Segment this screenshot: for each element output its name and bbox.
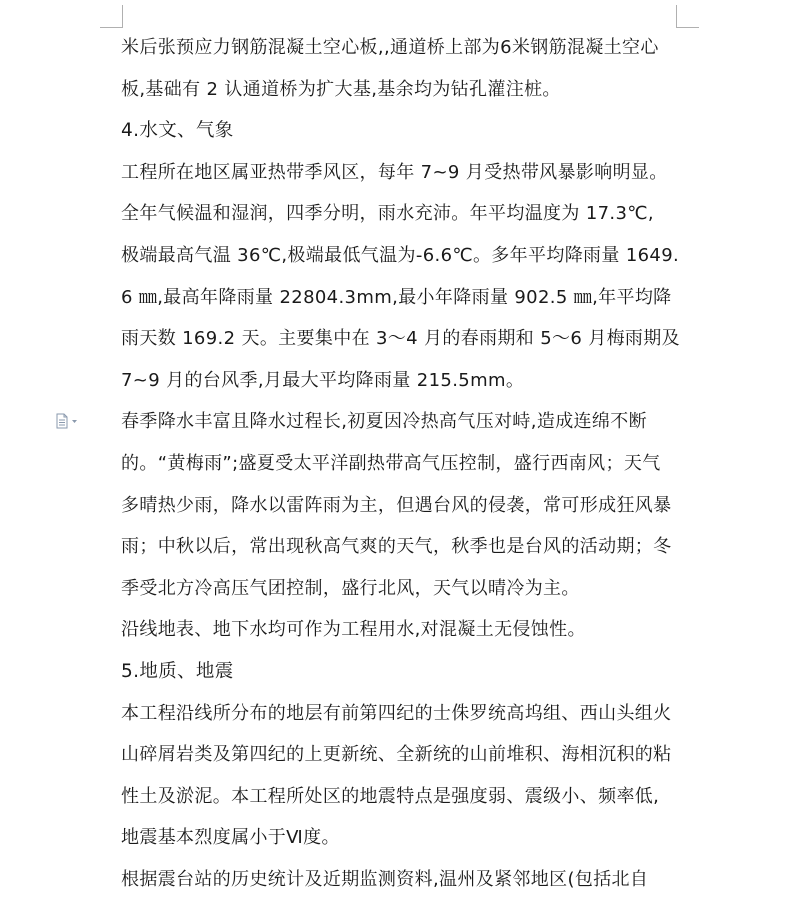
text-line: 极端最高气温 36℃,极端最低气温为-6.6℃。多年平均降雨量 1649. <box>121 244 680 266</box>
text-line: 的。“黄梅雨”;盛夏受太平洋副热带高气压控制，盛行西南风；天气 <box>121 452 661 474</box>
section-heading: 5.地质、地震 <box>121 660 234 682</box>
document-icon-glyph <box>55 413 83 429</box>
text-line: 多晴热少雨，降水以雷阵雨为主，但遇台风的侵袭，常可形成狂风暴 <box>121 494 672 516</box>
document-paragraph-icon[interactable] <box>55 413 83 429</box>
text-line: 本工程沿线所分布的地层有前第四纪的士侏罗统高坞组、西山头组火 <box>121 702 672 724</box>
text-line: 沿线地表、地下水均可作为工程用水,对混凝土无侵蚀性。 <box>121 619 586 641</box>
text-line: 雨；中秋以后，常出现秋高气爽的天气，秋季也是台风的活动期；冬 <box>121 536 672 558</box>
text-line: 米后张预应力钢筋混凝土空心板,,通道桥上部为6米钢筋混凝土空心 <box>121 37 659 58</box>
text-line: 工程所在地区属亚热带季风区，每年 7~9 月受热带风暴影响明显。 <box>121 161 668 183</box>
document-body[interactable] <box>121 27 681 900</box>
text-line: 6 ㎜,最高年降雨量 22804.3mm,最小年降雨量 902.5 ㎜,年平均降 <box>121 286 672 308</box>
text-line: 春季降水丰富且降水过程长,初夏因冷热高气压对峙,造成连绵不断 <box>121 411 647 433</box>
text-line: 根据震台站的历史统计及近期监测资料,温州及紧邻地区(包括北自 <box>121 868 649 890</box>
crop-mark-top-left <box>100 5 123 28</box>
text-line: 地震基本烈度属小于Ⅵ度。 <box>121 827 340 849</box>
text-line: 板,基础有 2 认通道桥为扩大基,基余均为钻孔灌注桩。 <box>121 78 561 100</box>
text-line: 山碎屑岩类及第四纪的上更新统、全新统的山前堆积、海相沉积的粘 <box>121 744 672 766</box>
text-line: 性土及淤泥。本工程所处区的地震特点是强度弱、震级小、频率低, <box>121 785 660 807</box>
crop-mark-top-right <box>676 5 699 28</box>
section-heading: 4.水文、气象 <box>121 120 234 142</box>
text-line: 季受北方冷高压气团控制，盛行北风，天气以晴冷为主。 <box>121 577 580 599</box>
text-line: 7~9 月的台风季,月最大平均降雨量 215.5mm。 <box>121 369 525 391</box>
text-line: 全年气候温和湿润，四季分明，雨水充沛。年平均温度为 17.3℃, <box>121 203 654 225</box>
text-line: 雨天数 169.2 天。主要集中在 3～4 月的春雨期和 5～6 月梅雨期及 <box>121 328 680 350</box>
